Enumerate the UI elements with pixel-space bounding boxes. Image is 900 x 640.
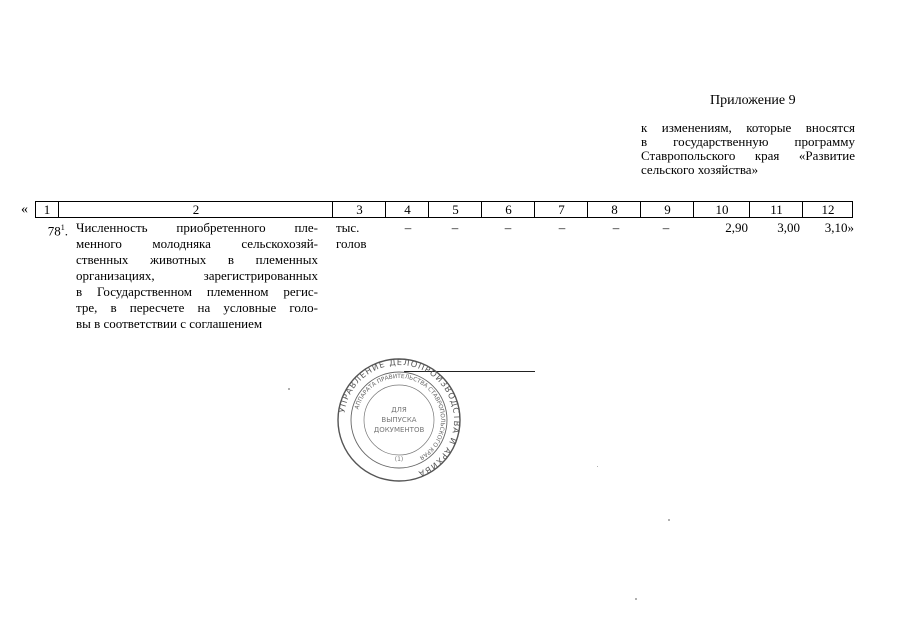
description-line: менного молодняка сельскохозяй- [76,236,318,251]
scan-speck [668,519,670,521]
stamp-outer-text: УПРАВЛЕНИЕ ДЕЛОПРОИЗВОДСТВА И АРХИВА [336,357,462,480]
column-number-5: 5 [428,202,482,217]
unit-line: тыс. [336,220,360,235]
description-line: Численность приобретенного пле- [76,220,318,235]
stamp-center-line-1: ДЛЯ [391,406,407,414]
row-number-suffix: . [64,223,68,239]
scan-speck [635,598,637,600]
stamp-bottom-mark: (1) [394,456,404,463]
row-number-main: 78 [47,223,61,239]
column-number-3: 3 [332,202,386,217]
official-seal-stamp [336,357,462,483]
value-dash-col-8: – [612,220,620,235]
value-dash-col-6: – [504,220,512,235]
column-number-9: 9 [640,202,694,217]
value-col-11: 3,00 [777,220,800,235]
column-number-7: 7 [534,202,588,217]
stamp-inner-text: АППАРАТА ПРАВИТЕЛЬСТВА СТАВРОПОЛЬСКОГО КРАЯ [354,373,446,461]
subtitle-line: в государственную программу [641,134,855,149]
description-line: в Государственном племенном регис- [76,284,318,299]
subtitle-line: Ставропольского края «Развитие [641,148,855,163]
unit-line: голов [336,236,367,251]
scan-speck [597,466,598,467]
stamp-center-line-3: ДОКУМЕНТОВ [373,426,425,434]
value-dash-col-4: – [404,220,412,235]
subtitle-line: сельского хозяйства» [641,162,759,177]
row-number-superscript: 1 [60,223,65,232]
column-number-10: 10 [693,202,750,217]
row-number [38,220,68,239]
unit-of-measure [336,220,386,252]
column-number-11: 11 [749,202,803,217]
scan-speck [288,388,290,390]
value-dash-col-5: – [451,220,459,235]
description-line: тре, в пересчете на условные голо- [76,300,318,315]
value-col-12: 3,10» [824,220,854,235]
value-dash-col-9: – [662,220,670,235]
appendix-title: Приложение 9 [710,93,796,108]
column-number-header-row [35,201,853,218]
description-line: организациях, зарегистрированных [76,268,318,283]
column-number-2: 2 [58,202,333,217]
value-col-10: 2,90 [725,220,748,235]
column-number-4: 4 [385,202,429,217]
column-number-1: 1 [43,202,51,217]
opening-quote: « [21,202,28,217]
indicator-description [76,220,318,332]
column-number-12: 12 [802,202,853,217]
stamp-center-line-2: ВЫПУСКА [381,416,417,424]
description-line: вы в соответствии с соглашением [76,316,263,331]
subtitle-line: к изменениям, которые вносятся [641,120,855,135]
value-dash-col-7: – [558,220,566,235]
description-line: ственных животных в племенных [76,252,318,267]
column-number-8: 8 [587,202,641,217]
column-number-6: 6 [481,202,535,217]
appendix-subtitle [641,121,855,177]
